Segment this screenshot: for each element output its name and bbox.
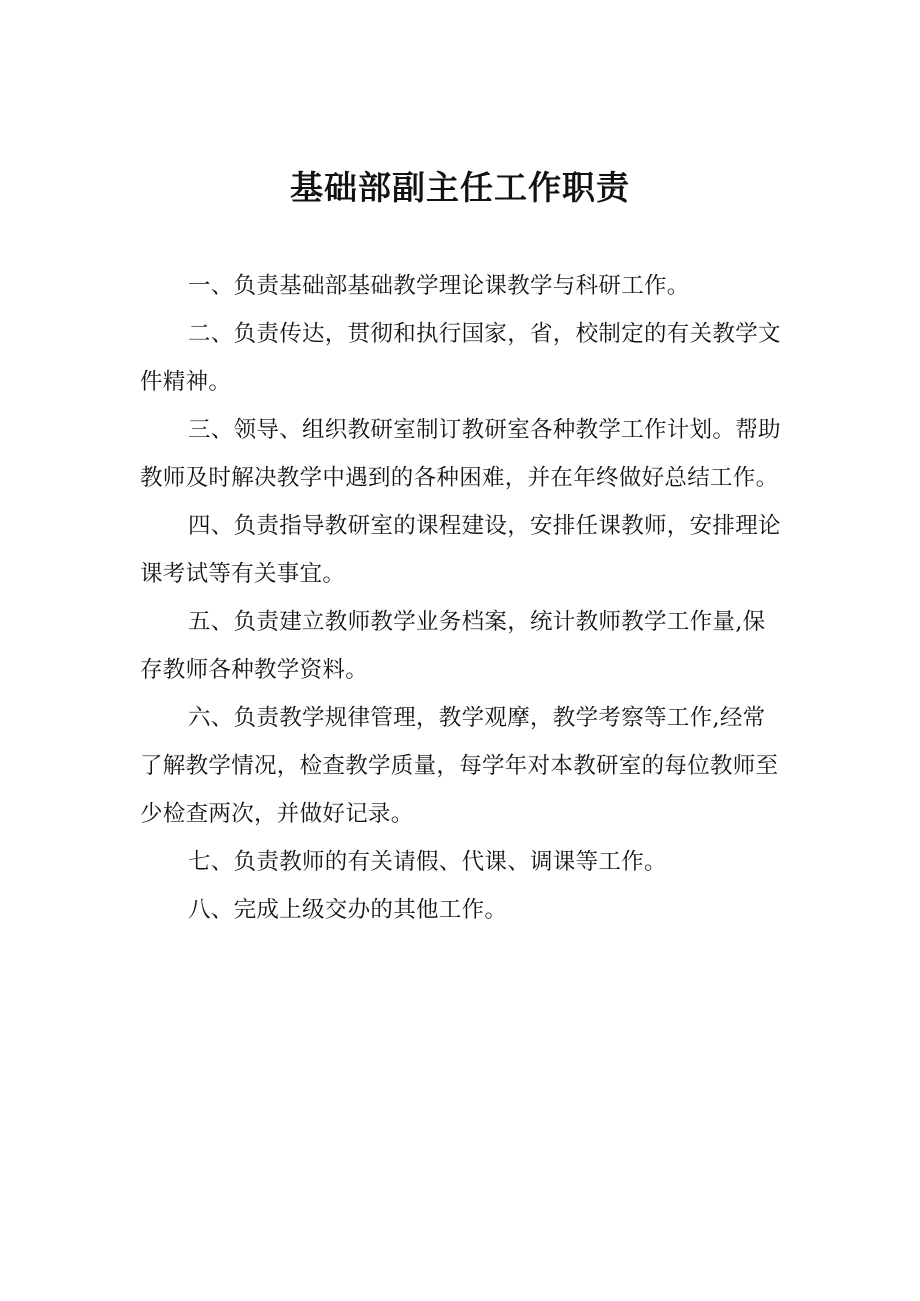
paragraph-line: 少检查两次，并做好记录。: [140, 801, 414, 827]
duty-paragraph-7: [140, 838, 792, 886]
paragraph-line: 五、负责建立教师教学业务档案，统计教师教学工作量,保: [188, 609, 766, 635]
paragraph-line: 六、负责教学规律管理，教学观摩，教学考察等工作,经常: [188, 705, 766, 731]
document-title: 基础部副主任工作职责: [290, 168, 630, 207]
paragraph-line: 了解教学情况，检查教学质量，每学年对本教研室的每位教师至: [140, 753, 779, 779]
paragraph-line: 存教师各种教学资料。: [140, 657, 369, 683]
paragraph-line: 八、完成上级交办的其他工作。: [188, 897, 508, 923]
duty-paragraph-8: [140, 886, 792, 934]
paragraph-line: 件精神。: [140, 369, 232, 395]
paragraph-line: 课考试等有关事宜。: [140, 561, 346, 587]
duty-paragraph-1: [140, 262, 792, 310]
duty-paragraph-6: [140, 694, 792, 838]
paragraph-line: 四、负责指导教研室的课程建设，安排任课教师，安排理论: [188, 513, 781, 539]
paragraph-line: 二、负责传达，贯彻和执行国家，省，校制定的有关教学文: [188, 321, 781, 347]
paragraph-line: 一、负责基础部基础教学理论课教学与科研工作。: [188, 273, 690, 299]
paragraph-line: 教师及时解决教学中遇到的各种困难，并在年终做好总结工作。: [140, 465, 779, 491]
duty-paragraph-3: [140, 406, 792, 502]
duty-paragraph-2: [140, 310, 792, 406]
duty-paragraph-5: [140, 598, 792, 694]
duty-paragraph-4: [140, 502, 792, 598]
document-body: [140, 262, 792, 934]
paragraph-line: 七、负责教师的有关请假、代课、调课等工作。: [188, 849, 667, 875]
paragraph-line: 三、领导、组织教研室制订教研室各种教学工作计划。帮助: [188, 417, 781, 443]
